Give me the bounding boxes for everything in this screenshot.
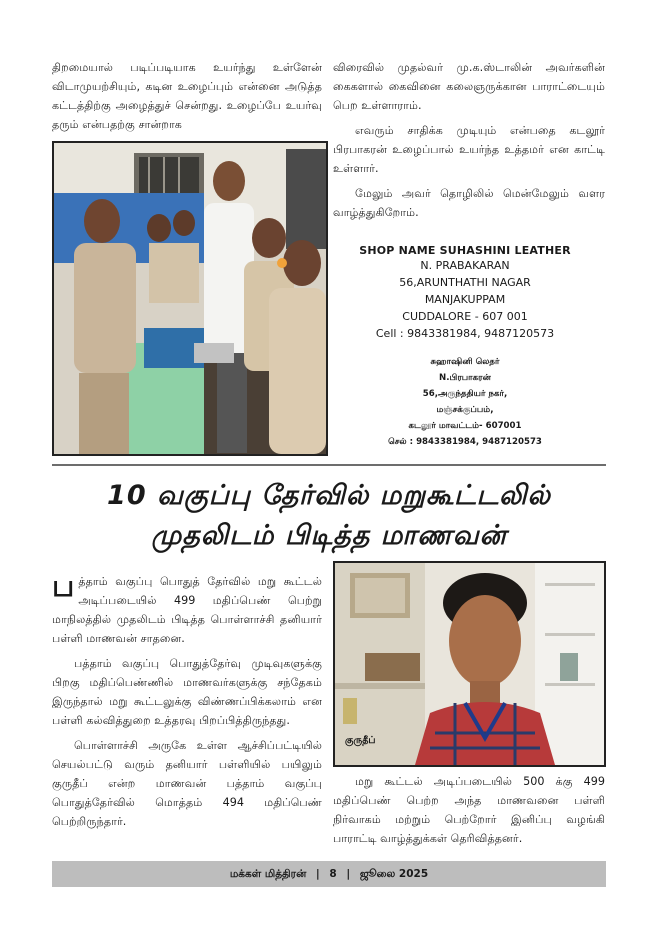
page-number: 8 [329,868,337,880]
drop-cap: ப [52,569,75,604]
cell-number-tamil: செல் : 9843381984, 9487120573 [388,437,542,447]
article-paragraph-3: பொள்ளாச்சி அருகே உள்ள ஆச்சிப்பட்டியில் செயல்பட்டு வரும் தனியார் பள்ளியில் பயிலும் குருதீப் என்ற மாணவன் பத்தாம் வகுப்பு பொதுத்தேர்வில் மொத்தம் 494 மதிப்பெண் பெற்றிருந்தார். [52,739,322,828]
student-photo [333,561,606,767]
cell-number: Cell : 9843381984, 9487120573 [375,327,555,340]
article-paragraph-1-text: த்தாம் வகுப்பு பொதுத் தேர்வில் மறு கூட்டல் அடிப்படையில் 499 மதிப்பெண் பெற்று மாநிலத்தில் முதலிடம் பிடித்த பொள்ளாச்சி தனியார் பள்ளி மாணவன் சாதனை. [52,575,322,645]
top-right-column [333,58,605,228]
footer-separator-2: | [346,868,351,880]
address-street-tamil: 56,அருந்ததியர் நகர், [422,389,508,399]
top-right-paragraph-1: விரைவில் முதல்வர் மு.க.ஸ்டாலின் அவர்களின் கைகளால் கைவினை கலைஞருக்கான பாராட்டையும் பெற உள்ளாராம். [333,61,605,112]
article-left-column [52,569,322,837]
article-paragraph-2: பத்தாம் வகுப்பு பொதுத்தேர்வு முடிவுகளுக்கு பிறகு மதிப்பெண்ணில் மாணவர்களுக்கு சந்தேகம் இருந்தால் மறு கூட்டலுக்கு விண்ணப்பிக்கலாம் என பள்ளி கல்வித்துறை உத்தரவு பிறப்பித்திருந்தது. [52,657,322,727]
issue-date: ஜூலை 2025 [359,868,429,880]
headline-line-2: முதலிடம் பிடித்த மாணவன் [151,520,507,551]
page-footer [52,861,606,887]
address-area-tamil: மஞ்சக்குப்பம், [436,405,494,415]
top-left-paragraph: திறமையால் படிப்படியாக உயர்ந்து உள்ளேன் விடாமுயற்சியும், கடின உழைப்பும் என்னை அடுத்த கட்டத்திற்கு அழைத்துச் சென்றது. உழைப்பே உயர்வு தரும் என்பதற்கு சான்றாக [52,61,322,131]
magazine-name: மக்கள் மித்திரன் [229,868,307,880]
shop-name-tamil: சுஹாஷினி லெதர் [430,357,500,367]
shop-name: SHOP NAME SUHASHINI LEATHER [359,244,571,257]
address-area: MANJAKUPPAM [424,293,506,306]
article-paragraph-4: மறு கூட்டல் அடிப்படையில் 500 க்கு 499 மதிப்பெண் பெற்ற அந்த மாணவனை பள்ளி நிர்வாகம் மற்றும் பெற்றோர் இனிப்பு வழங்கி பாராட்டி வாழ்த்துக்கள் தெரிவித்தனர். [333,775,605,845]
classroom-photo [52,141,328,456]
address-street: 56,ARUNTHATHI NAGAR [399,276,531,289]
headline-line-1: 10 வகுப்பு தேர்வில் மறுகூட்டலில் [107,480,551,511]
owner-name: N. PRABAKARAN [420,259,510,272]
address-city-tamil: கடலூர் மாவட்டம்- 607001 [408,421,522,431]
section-divider [52,464,606,466]
top-right-paragraph-2: எவரும் சாதிக்க முடியும் என்பதை கடலூர் பிரபாகரன் உழைப்பால் உயர்ந்த உத்தமர் என காட்டி உள்ளார். [333,124,605,175]
article-headline [52,476,606,556]
address-city: CUDDALORE - 607 001 [402,310,528,323]
article-right-column [333,772,605,854]
top-left-column [52,58,322,140]
article-paragraph-1 [52,569,322,648]
classroom-photo-image [54,143,326,454]
top-right-paragraph-3: மேலும் அவர் தொழிலில் மென்மேலும் வளர வாழ்த்துகிறோம். [333,187,605,219]
footer-separator-1: | [315,868,320,880]
owner-name-tamil: N.பிரபாகரன் [439,373,491,383]
shop-contact-block [345,244,585,450]
photo-caption: குருதீப் [345,735,376,746]
